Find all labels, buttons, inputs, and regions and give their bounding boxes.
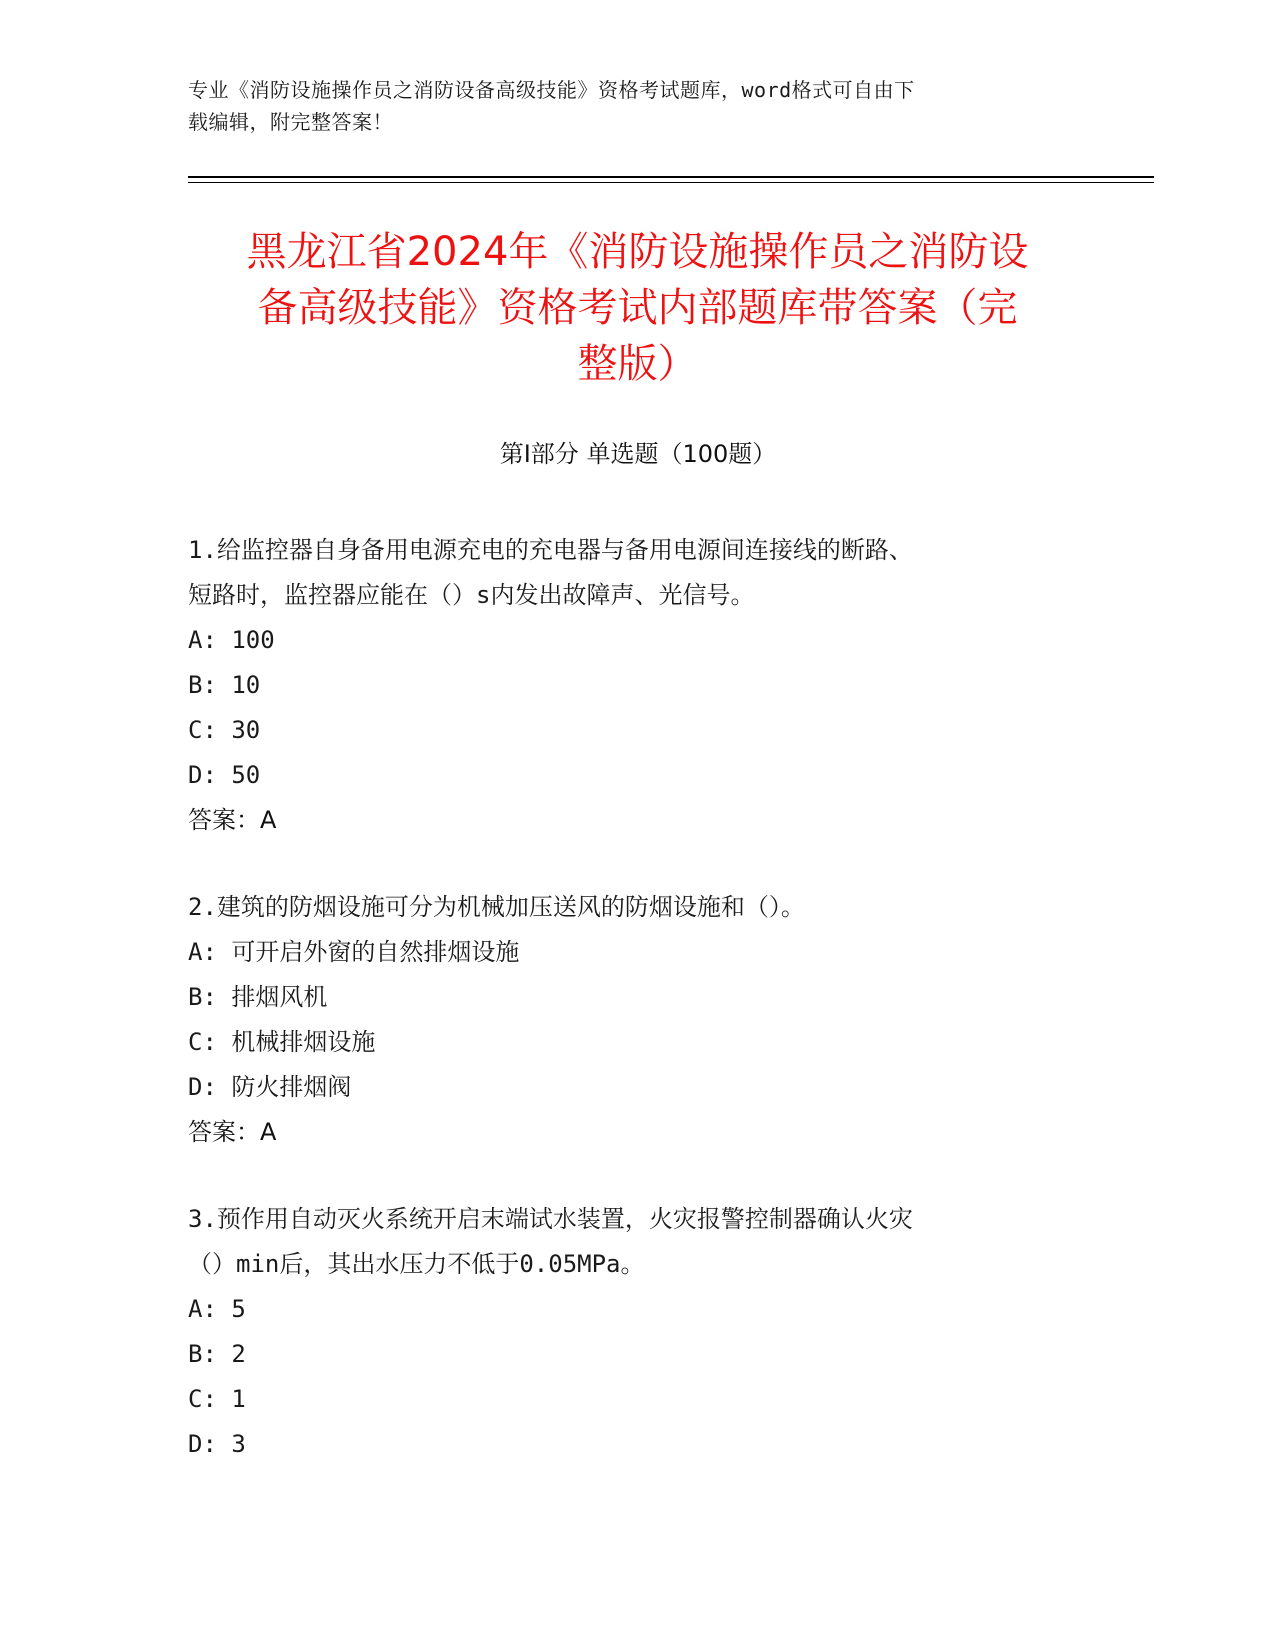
question-stem: 2.建筑的防烟设施可分为机械加压送风的防烟设施和（）。 xyxy=(188,893,805,921)
option-b: B: 排烟风机 xyxy=(188,983,328,1011)
option-a: A: 可开启外窗的自然排烟设施 xyxy=(188,938,520,966)
title-line: 备高级技能》资格考试内部题库带答案（完 xyxy=(257,285,1018,331)
header-rule-thick xyxy=(188,176,1154,178)
option-c: C: 机械排烟设施 xyxy=(188,1028,376,1056)
title-line: 整版） xyxy=(577,341,698,387)
option-d: D: 3 xyxy=(188,1430,246,1458)
section-heading: 第Ⅰ部分 单选题（100题） xyxy=(499,440,777,468)
option-a: A: 100 xyxy=(188,626,275,654)
option-d: D: 50 xyxy=(188,761,261,789)
header-note xyxy=(188,74,1088,138)
document-title xyxy=(160,224,1115,392)
option-a: A: 5 xyxy=(188,1295,246,1323)
option-b: B: 2 xyxy=(188,1340,246,1368)
header-note-line: 载编辑，附完整答案！ xyxy=(188,110,393,134)
question-stem: （）min后，其出水压力不低于0.05MPa。 xyxy=(188,1250,645,1278)
option-d: D: 防火排烟阀 xyxy=(188,1073,352,1101)
answer-label: 答案：A xyxy=(188,1118,277,1146)
header-note-line: 专业《消防设施操作员之消防设备高级技能》资格考试题库，word格式可自由下 xyxy=(188,78,915,102)
question-stem: 3.预作用自动灭火系统开启末端试水装置，火灾报警控制器确认火灾 xyxy=(188,1205,913,1233)
question-2 xyxy=(188,885,1088,1155)
option-c: C: 1 xyxy=(188,1385,246,1413)
title-line: 黑龙江省2024年《消防设施操作员之消防设 xyxy=(246,229,1029,275)
answer-label: 答案：A xyxy=(188,806,277,834)
header-rule-thin xyxy=(188,182,1154,183)
question-stem: 1.给监控器自身备用电源充电的充电器与备用电源间连接线的断路、 xyxy=(188,536,913,564)
question-list xyxy=(188,528,1088,1509)
option-c: C: 30 xyxy=(188,716,261,744)
question-3 xyxy=(188,1197,1088,1467)
question-stem: 短路时，监控器应能在（）s内发出故障声、光信号。 xyxy=(188,581,755,609)
option-b: B: 10 xyxy=(188,671,261,699)
question-1 xyxy=(188,528,1088,843)
